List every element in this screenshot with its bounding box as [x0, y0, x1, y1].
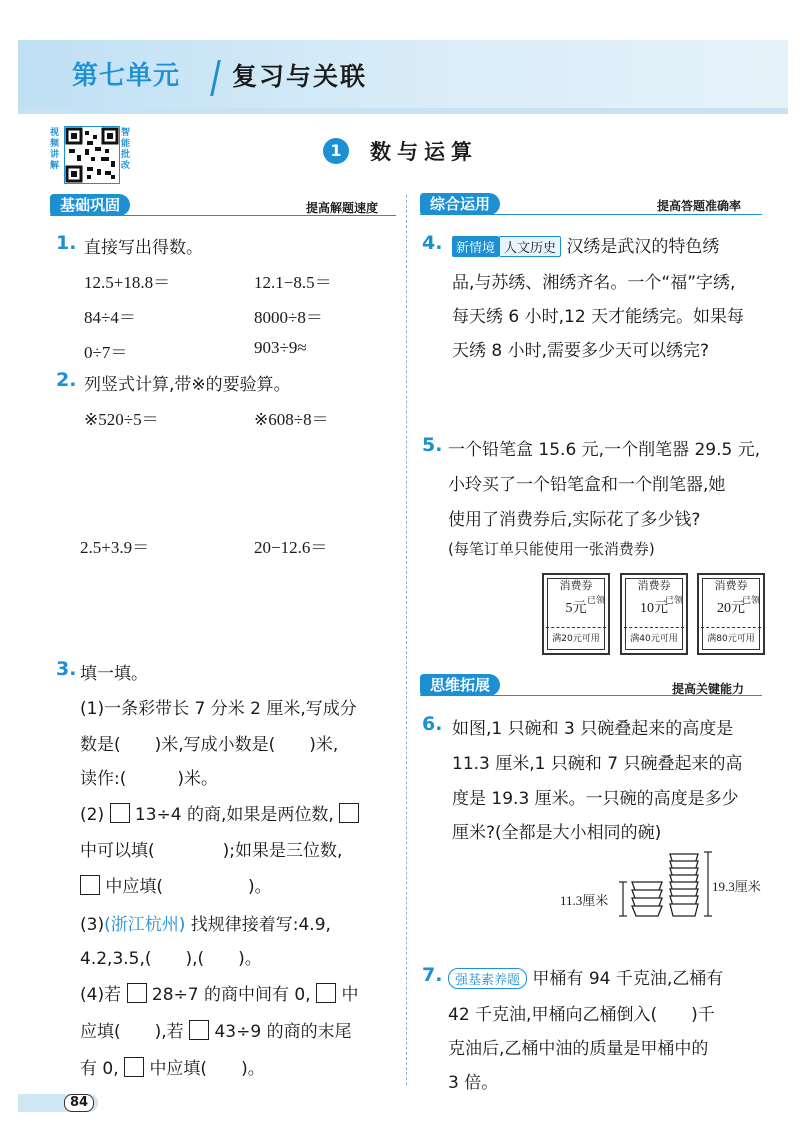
q1-item: 84÷4＝: [84, 308, 136, 327]
q3-p4-text3: 应填( ),若: [80, 1022, 184, 1042]
q3-p2-prefix: (2): [80, 805, 105, 825]
q3-region-tag: (浙江杭州): [104, 915, 186, 935]
q1-item: 0÷7＝: [84, 343, 128, 362]
coupon: [542, 573, 610, 655]
q1-item: 12.5+18.8＝: [84, 273, 171, 292]
q3-p4-text4: 43÷9 的商的末尾: [214, 1022, 352, 1042]
bar-comprehensive-note: 提高答题准确率: [657, 199, 742, 213]
q1-text: 直接写出得数。: [84, 238, 203, 258]
blank-square[interactable]: [339, 803, 359, 823]
q3-p1-line3: 读作:( )米。: [80, 769, 218, 789]
q7-line4: 3 倍。: [448, 1073, 499, 1093]
bar-comprehensive-label: 综合运用: [420, 193, 500, 215]
coupon-amount: 20元: [717, 601, 745, 616]
q7-line2: 42 千克油,甲桶向乙桶倒入( )千: [448, 1005, 715, 1025]
q4-line1: [452, 232, 719, 257]
q3-p1-line2: 数是( )米,写成小数是( )米,: [80, 735, 339, 755]
q3-p4-line1: [80, 980, 358, 1005]
q3-p4-text: 28÷7 的商中间有 0,: [151, 985, 311, 1005]
coupon: [697, 573, 765, 655]
page-number: 84: [64, 1094, 94, 1112]
coupon-status: 已领: [741, 596, 760, 606]
q3-p4-line2: [80, 1017, 352, 1042]
tag-history: 人文历史: [499, 236, 561, 257]
q5-line3: 使用了消费券后,实际花了多少钱?: [448, 510, 701, 530]
section-number: 1: [323, 138, 349, 164]
q2-item: 2.5+3.9＝: [80, 538, 150, 557]
q3-p3-line2: 4.2,3.5,( ),( )。: [80, 949, 262, 969]
q4-line4: 天绣 8 小时,需要多少天可以绣完?: [452, 341, 710, 361]
q5-line1: 一个铅笔盒 15.6 元,一个削笔器 29.5 元,: [448, 440, 761, 460]
q2-item: 20−12.6＝: [254, 538, 328, 557]
blank-square[interactable]: [127, 983, 147, 1003]
coupon-title: 消费券: [714, 579, 748, 592]
coupon-title: 消费券: [559, 579, 593, 592]
coupon-status: 已领: [664, 596, 683, 606]
q4-number: 4.: [422, 232, 443, 254]
q2-text: 列竖式计算,带※的要验算。: [84, 375, 291, 395]
coupon-amount: 5元: [565, 601, 587, 616]
q3-p2-line3: [80, 872, 272, 897]
q2-item: ※520÷5＝: [84, 410, 159, 429]
coupon-status: 已领: [586, 596, 605, 606]
q4-line2: 品,与苏绣、湘绣齐名。一个“福”字绣,: [452, 273, 736, 293]
blank-square[interactable]: [189, 1020, 209, 1040]
q6-line3: 度是 19.3 厘米。一只碗的高度是多少: [452, 789, 739, 809]
unit-title: 第七单元: [72, 61, 181, 91]
q3-text: 填一填。: [80, 664, 148, 684]
bowl-height-label-left: 11.3厘米: [560, 893, 609, 908]
q3-p4-text2: 中: [341, 985, 359, 1005]
q6-line4: 厘米?(全都是大小相同的碗): [452, 823, 662, 843]
tag-strong-basics: 强基素养题: [448, 968, 527, 989]
q3-p2-text3: 中应填( )。: [105, 877, 272, 897]
q4-line3: 每天绣 6 小时,12 天才能绣完。如果每: [452, 307, 745, 327]
blank-square[interactable]: [80, 875, 100, 895]
bowl-stack-figure: [610, 848, 720, 920]
tag-new-context: 新情境: [452, 236, 499, 257]
coupon-amount: 10元: [640, 601, 668, 616]
section-title: 数与运算: [370, 140, 478, 164]
q4-text1: 汉绣是武汉的特色绣: [566, 237, 720, 257]
q1-item: 12.1−8.5＝: [254, 273, 332, 292]
q5-number: 5.: [422, 434, 443, 456]
q3-p4-text5: 有 0,: [80, 1059, 119, 1079]
q3-p4-text6: 中应填( )。: [149, 1059, 265, 1079]
q3-p4-line3: [80, 1054, 265, 1079]
q5-note: (每笔订单只能使用一张消费券): [448, 540, 655, 558]
coupon-condition: 满40元可用: [630, 634, 678, 644]
q3-p2-line2: 中可以填( );如果是三位数,: [80, 841, 343, 861]
q3-p4-prefix: (4)若: [80, 985, 122, 1005]
qr-code-icon[interactable]: [64, 126, 120, 184]
blank-square[interactable]: [124, 1057, 144, 1077]
blank-square[interactable]: [110, 803, 130, 823]
q3-p2-line1: [80, 800, 359, 825]
qr-left-label: 视频讲解: [50, 128, 60, 171]
q3-p3-text: 找规律接着写:4.9,: [190, 915, 331, 935]
bar-thinking-label: 思维拓展: [420, 674, 500, 696]
q5-line2: 小玲买了一个铅笔盒和一个削笔器,她: [448, 475, 726, 495]
q2-number: 2.: [56, 369, 77, 391]
q6-number: 6.: [422, 713, 443, 735]
bar-thinking-note: 提高关键能力: [672, 682, 745, 696]
q1-item: 8000÷8＝: [254, 308, 323, 327]
q3-p3-line1: [80, 910, 331, 935]
coupon-title: 消费券: [637, 579, 671, 592]
q3-p1-line1: (1)一条彩带长 7 分米 2 厘米,写成分: [80, 699, 357, 719]
q6-line1: 如图,1 只碗和 3 只碗叠起来的高度是: [452, 719, 734, 739]
coupon-condition: 满20元可用: [552, 634, 600, 644]
bar-basic-note: 提高解题速度: [306, 201, 379, 215]
q3-p2-text: 13÷4 的商,如果是两位数,: [134, 805, 334, 825]
blank-square[interactable]: [316, 983, 336, 1003]
coupon-condition: 满80元可用: [707, 634, 755, 644]
q3-p3-prefix: (3): [80, 915, 105, 935]
q7-text1: 甲桶有 94 千克油,乙桶有: [532, 969, 724, 989]
q7-line3: 克油后,乙桶中油的质量是甲桶中的: [448, 1039, 709, 1059]
bowl-height-label-right: 19.3厘米: [712, 879, 761, 894]
header-underline: [18, 108, 788, 114]
column-divider: [406, 195, 407, 1085]
q1-item: 903÷9≈: [254, 338, 307, 357]
q7-number: 7.: [422, 964, 443, 986]
bar-basic-label: 基础巩固: [50, 194, 130, 216]
coupon: [620, 573, 688, 655]
q2-item: ※608÷8＝: [254, 410, 329, 429]
q1-number: 1.: [56, 232, 77, 254]
bar-comprehensive-line: [420, 214, 762, 215]
q7-line1: [448, 964, 723, 989]
q6-line2: 11.3 厘米,1 只碗和 7 只碗叠起来的高: [452, 754, 743, 774]
q3-number: 3.: [56, 658, 77, 680]
unit-subtitle: 复习与关联: [232, 62, 368, 91]
qr-right-label: 智能批改: [121, 128, 131, 171]
